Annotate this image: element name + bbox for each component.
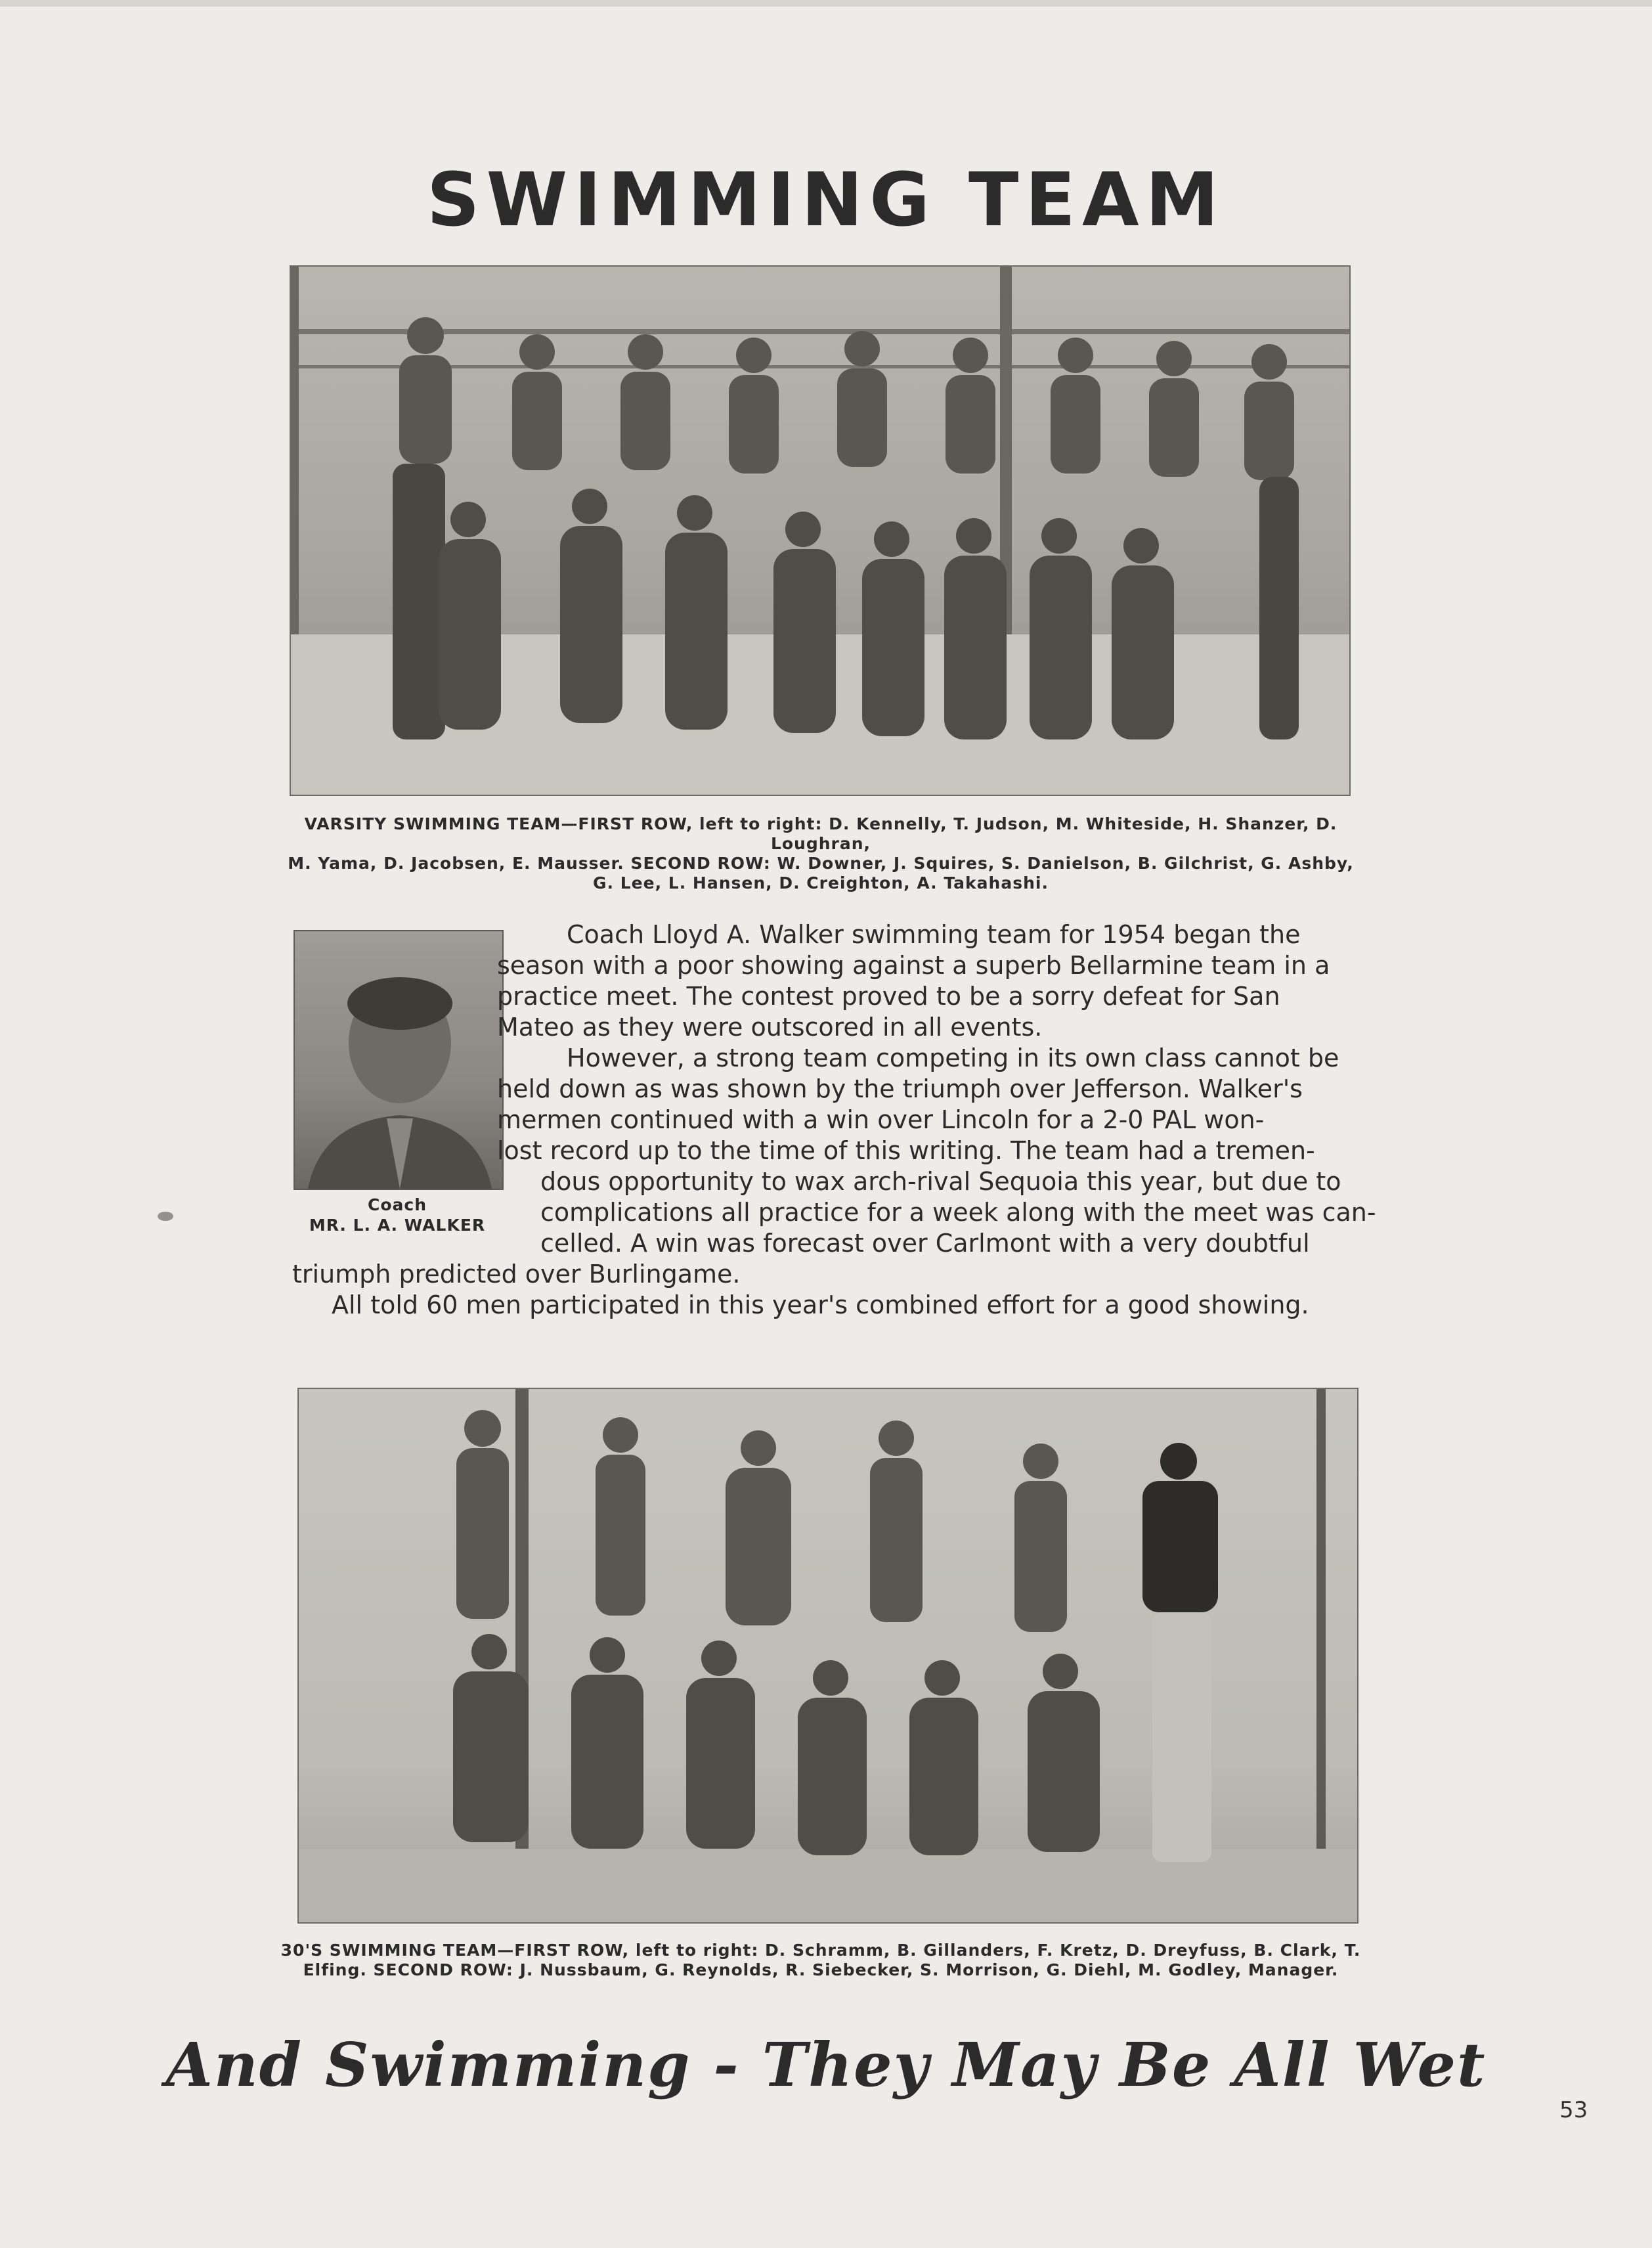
article-line: complications all practice for a week along with the meet was can- (540, 1198, 1376, 1227)
caption-line: M. Yama, D. Jacobsen, E. Mausser. SECOND ROW: W. Downer, J. Squires, S. Danielson, B. Gilchrist, G. Ashby, (288, 854, 1354, 873)
thirties-photo-caption (276, 1941, 1366, 1980)
coach-label-name: MR. L. A. WALKER (309, 1216, 486, 1235)
caption-line: G. Lee, L. Hansen, D. Creighton, A. Takahashi. (593, 873, 1049, 893)
varsity-team-figures (291, 267, 1349, 795)
script-slogan: And Swimming - They May Be All Wet (165, 2029, 1487, 2100)
varsity-team-photo (290, 265, 1351, 796)
varsity-photo-caption (276, 814, 1366, 893)
article-line: All told 60 men participated in this year's combined effort for a good showing. (332, 1290, 1309, 1319)
article-line: triumph predicted over Burlingame. (292, 1260, 741, 1289)
caption-line: VARSITY SWIMMING TEAM—FIRST ROW, left to right: D. Kennelly, T. Judson, M. Whiteside, H. Shanzer, D. Loughran, (304, 814, 1337, 853)
article-line: dous opportunity to wax arch-rival Sequoia this year, but due to (540, 1167, 1341, 1196)
article-line: celled. A win was forecast over Carlmont with a very doubtful (540, 1229, 1310, 1258)
article-line: practice meet. The contest proved to be a sorry defeat for San (497, 982, 1280, 1011)
page-number: 53 (1559, 2097, 1588, 2123)
print-speck (158, 1212, 173, 1221)
thirties-team-figures (299, 1389, 1357, 1922)
article-line: Coach Lloyd A. Walker swimming team for 1954 began the (567, 920, 1301, 949)
thirties-team-photo (297, 1388, 1359, 1924)
caption-line: 30'S SWIMMING TEAM—FIRST ROW, left to right: D. Schramm, B. Gillanders, F. Kretz, D. Dreyfuss, B. Clark, T. (280, 1941, 1361, 1960)
article-body (292, 919, 1376, 1321)
page-title: SWIMMING TEAM (426, 158, 1226, 243)
article-line: Mateo as they were outscored in all events. (497, 1013, 1043, 1042)
article-line: season with a poor showing against a superb Bellarmine team in a (497, 951, 1330, 980)
caption-line: Elfing. SECOND ROW: J. Nussbaum, G. Reynolds, R. Siebecker, S. Morrison, G. Diehl, M. Godley, Manager. (303, 1960, 1339, 1979)
article-line: held down as was shown by the triumph over Jefferson. Walker's (497, 1074, 1303, 1103)
page-top-edge (0, 0, 1652, 7)
article-line: However, a strong team competing in its own class cannot be (567, 1044, 1339, 1072)
article-line: lost record up to the time of this writing. The team had a tremen- (497, 1136, 1315, 1165)
coach-label-title: Coach (367, 1195, 427, 1214)
article-line: mermen continued with a win over Lincoln for a 2-0 PAL won- (497, 1105, 1265, 1134)
